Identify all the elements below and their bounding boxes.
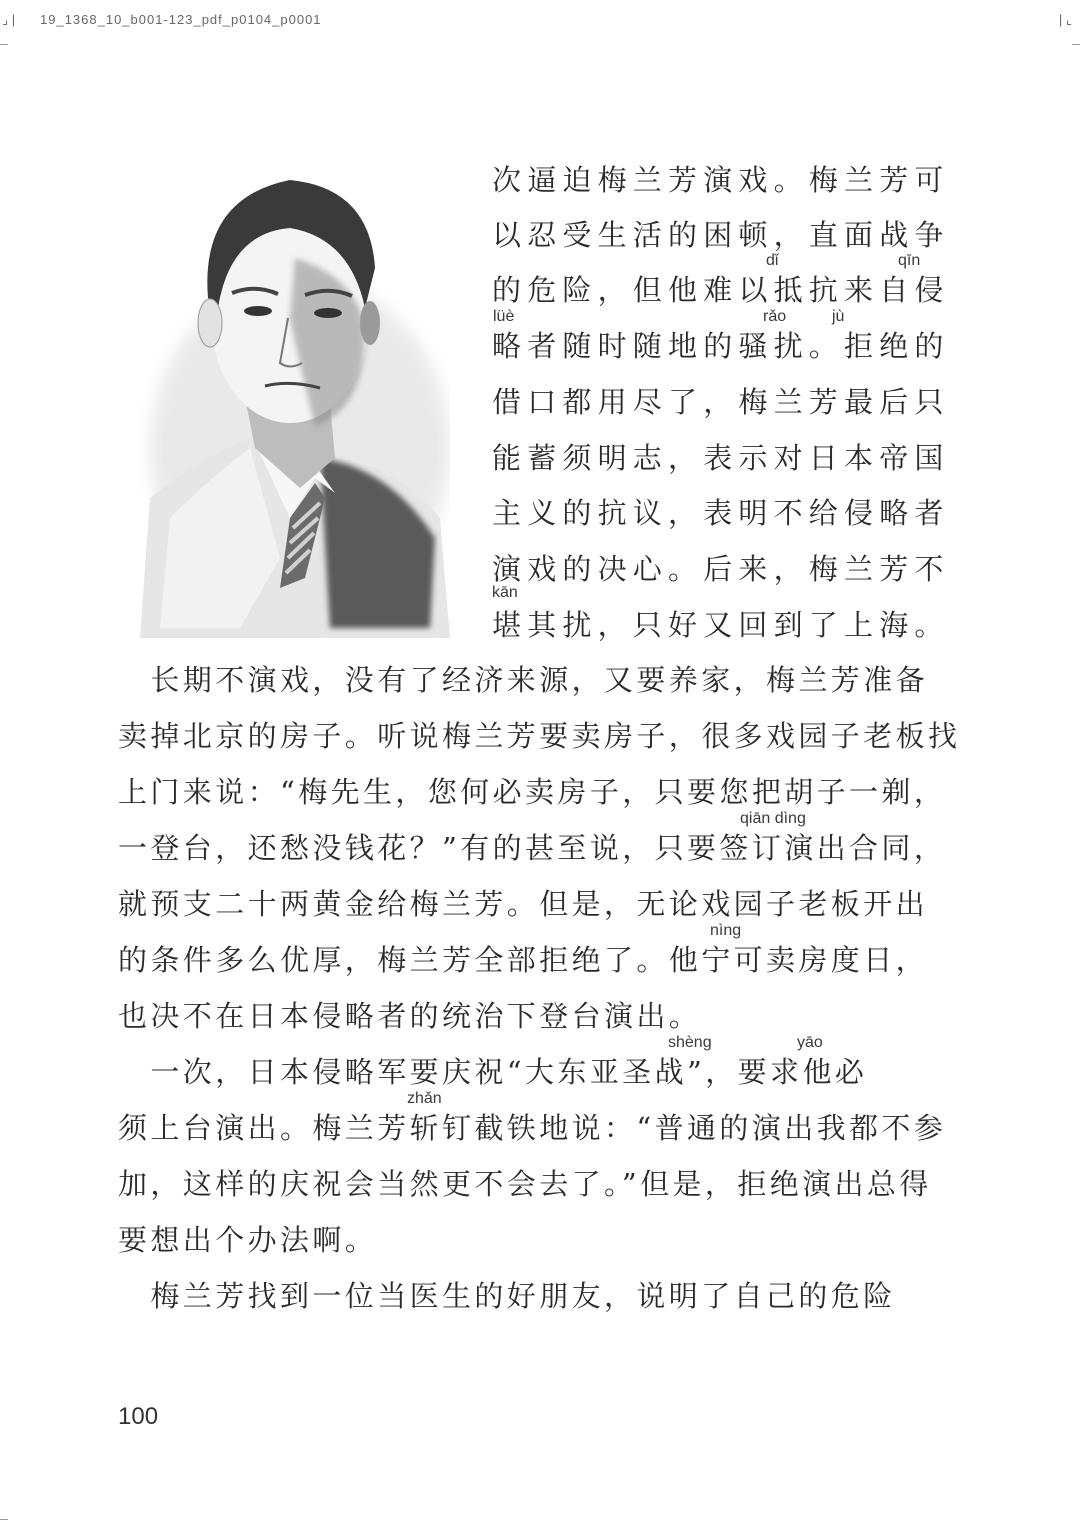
text-line: 以忍受生活的困顿，直面战争: [492, 218, 950, 252]
paragraph-line: 一登台，还愁没钱花？”有的甚至说，只要签订演出合同，: [118, 831, 947, 865]
text-line: 堪其扰，只好又回到了上海。: [492, 608, 950, 642]
paragraph-line: 一次，日本侵略军要庆祝“大东亚圣战”，要求他必: [118, 1055, 868, 1089]
pinyin-annotation: dǐ: [766, 252, 779, 269]
crop-line-top-left: [0, 44, 8, 45]
crop-mark-left: ⌟ |: [2, 12, 16, 27]
scan-filename: 19_1368_10_b001-123_pdf_p0104_p0001: [40, 12, 322, 27]
text-line: 主义的抗议，表明不给侵略者: [492, 496, 950, 530]
text-line: 次逼迫梅兰芳演戏。梅兰芳可: [492, 163, 950, 197]
crop-mark-right: | ⌞: [1058, 12, 1072, 27]
scan-header: [0, 8, 1080, 38]
paragraph-line: 加，这样的庆祝会当然更不会去了。”但是，拒绝演出总得: [118, 1167, 932, 1201]
text-line: 略者随时随地的骚扰。拒绝的: [492, 329, 950, 363]
pinyin-annotation: jù: [832, 308, 845, 325]
paragraph-line: 长期不演戏，没有了经济来源，又要养家，梅兰芳准备: [118, 663, 929, 697]
paragraph-line: 的条件多么优厚，梅兰芳全部拒绝了。他宁可卖房度日，: [118, 943, 929, 977]
pinyin-annotation: qīn: [898, 252, 921, 269]
pinyin-annotation: yāo: [797, 1034, 823, 1051]
pinyin-annotation: zhǎn: [407, 1090, 442, 1107]
portrait-illustration: [130, 158, 450, 638]
crop-line-top-right: [1072, 44, 1080, 45]
pinyin-annotation: qiān dìng: [740, 810, 806, 827]
page-number: 100: [118, 1403, 159, 1430]
paragraph-line: 卖掉北京的房子。听说梅兰芳要卖房子，很多戏园子老板找: [118, 719, 961, 753]
pinyin-annotation: kān: [492, 584, 518, 601]
text-line: 的危险，但他难以抵抗来自侵: [492, 273, 950, 307]
pinyin-annotation: rǎo: [763, 308, 787, 325]
text-line: 能蓄须明志，表示对日本帝国: [492, 441, 950, 475]
paragraph-line: 上门来说：“梅先生，您何必卖房子，只要您把胡子一剃，: [118, 775, 947, 809]
pinyin-annotation: lüè: [493, 308, 515, 325]
paragraph-line: 要想出个办法啊。: [118, 1223, 378, 1257]
paragraph-line: 就预支二十两黄金给梅兰芳。但是，无论戏园子老板开出: [118, 887, 929, 921]
paragraph-line: 梅兰芳找到一位当医生的好朋友，说明了自己的危险: [118, 1279, 896, 1313]
crop-line-bottom-left: [0, 1519, 8, 1520]
pinyin-annotation: nìng: [710, 922, 742, 939]
portrait-sketch-icon: [130, 158, 450, 638]
paragraph-line: 也决不在日本侵略者的统治下登台演出。: [118, 999, 702, 1033]
text-line: 演戏的决心。后来，梅兰芳不: [492, 552, 950, 586]
pinyin-annotation: shèng: [668, 1034, 712, 1051]
paragraph-line: 须上台演出。梅兰芳斩钉截铁地说：“普通的演出我都不参: [118, 1111, 947, 1145]
text-line: 借口都用尽了，梅兰芳最后只: [492, 385, 950, 419]
